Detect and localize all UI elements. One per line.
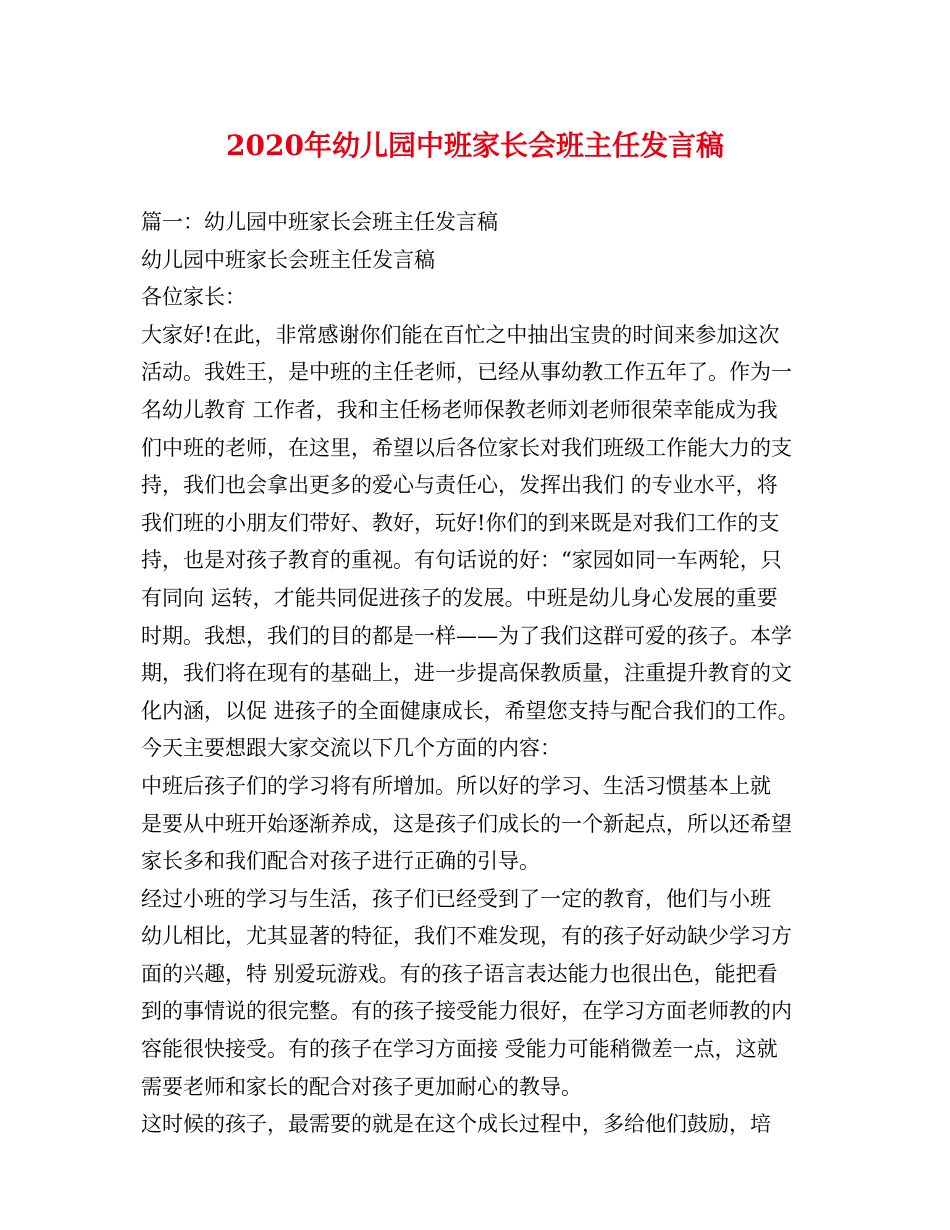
text-line: 需要老师和家长的配合对孩子更加耐心的教导。 [141, 1074, 582, 1099]
text-line: 篇一：幼儿园中班家长会班主任发言稿 [141, 210, 498, 234]
text-line: 到的事情说的很完整。有的孩子接受能力很好，在学习方面老师教的内 [141, 999, 792, 1024]
text-line: 各位家长： [141, 285, 246, 310]
text-line: 中班后孩子们的学习将有所增加。所以好的学习、生活习惯基本上就 [141, 773, 771, 798]
text-line: 持，我们也会拿出更多的爱心与责任心，发挥出我们 的专业水平，将 [141, 473, 778, 498]
text-line: 我们班的小朋友们带好、教好，玩好!你们的到来既是对我们工作的支 [141, 510, 780, 535]
document-body [141, 204, 821, 1144]
text-line: 持，也是对孩子教育的重视。有句话说的好：“家园如同一车两轮，只 [141, 548, 782, 573]
document-title: 2020年幼儿园中班家长会班主任发言稿 [226, 129, 724, 162]
text-line: 幼儿相比，尤其显著的特征，我们不难发现，有的孩子好动缺少学习方 [141, 924, 792, 949]
text-line: 们中班的老师，在这里，希望以后各位家长对我们班级工作能大力的支 [141, 435, 792, 460]
text-line: 时期。我想，我们的目的都是一样——为了我们这群可爱的孩子。本学 [141, 623, 792, 648]
text-line: 这时候的孩子，最需要的就是在这个成长过程中，多给他们鼓励，培 [141, 1112, 771, 1137]
text-line: 是要从中班开始逐渐养成，这是孩子们成长的一个新起点，所以还希望 [141, 811, 792, 836]
text-line: 大家好!在此，非常感谢你们能在百忙之中抽出宝贵的时间来参加这次 [141, 322, 780, 347]
text-line: 活动。我姓王，是中班的主任老师，已经从事幼教工作五年了。作为一 [141, 360, 792, 385]
text-line: 今天主要想跟大家交流以下几个方面的内容： [141, 736, 561, 761]
text-line: 期，我们将在现有的基础上，进一步提高保教质量，注重提升教育的文 [141, 661, 792, 686]
text-line: 名幼儿教育 工作者，我和主任杨老师保教老师刘老师很荣幸能成为我 [141, 397, 778, 422]
text-line: 容能很快接受。有的孩子在学习方面接 受能力可能稍微差一点，这就 [141, 1037, 778, 1062]
text-line: 面的兴趣，特 别爱玩游戏。有的孩子语言表达能力也很出色，能把看 [141, 961, 778, 986]
text-line: 家长多和我们配合对孩子进行正确的引导。 [141, 849, 540, 874]
text-line: 经过小班的学习与生活，孩子们已经受到了一定的教育，他们与小班 [141, 886, 771, 911]
text-line: 化内涵，以促 进孩子的全面健康成长，希望您支持与配合我们的工作。 [141, 698, 799, 723]
text-line: 有同向 运转，才能共同促进孩子的发展。中班是幼儿身心发展的重要 [141, 585, 778, 610]
text-line: 幼儿园中班家长会班主任发言稿 [141, 247, 435, 272]
